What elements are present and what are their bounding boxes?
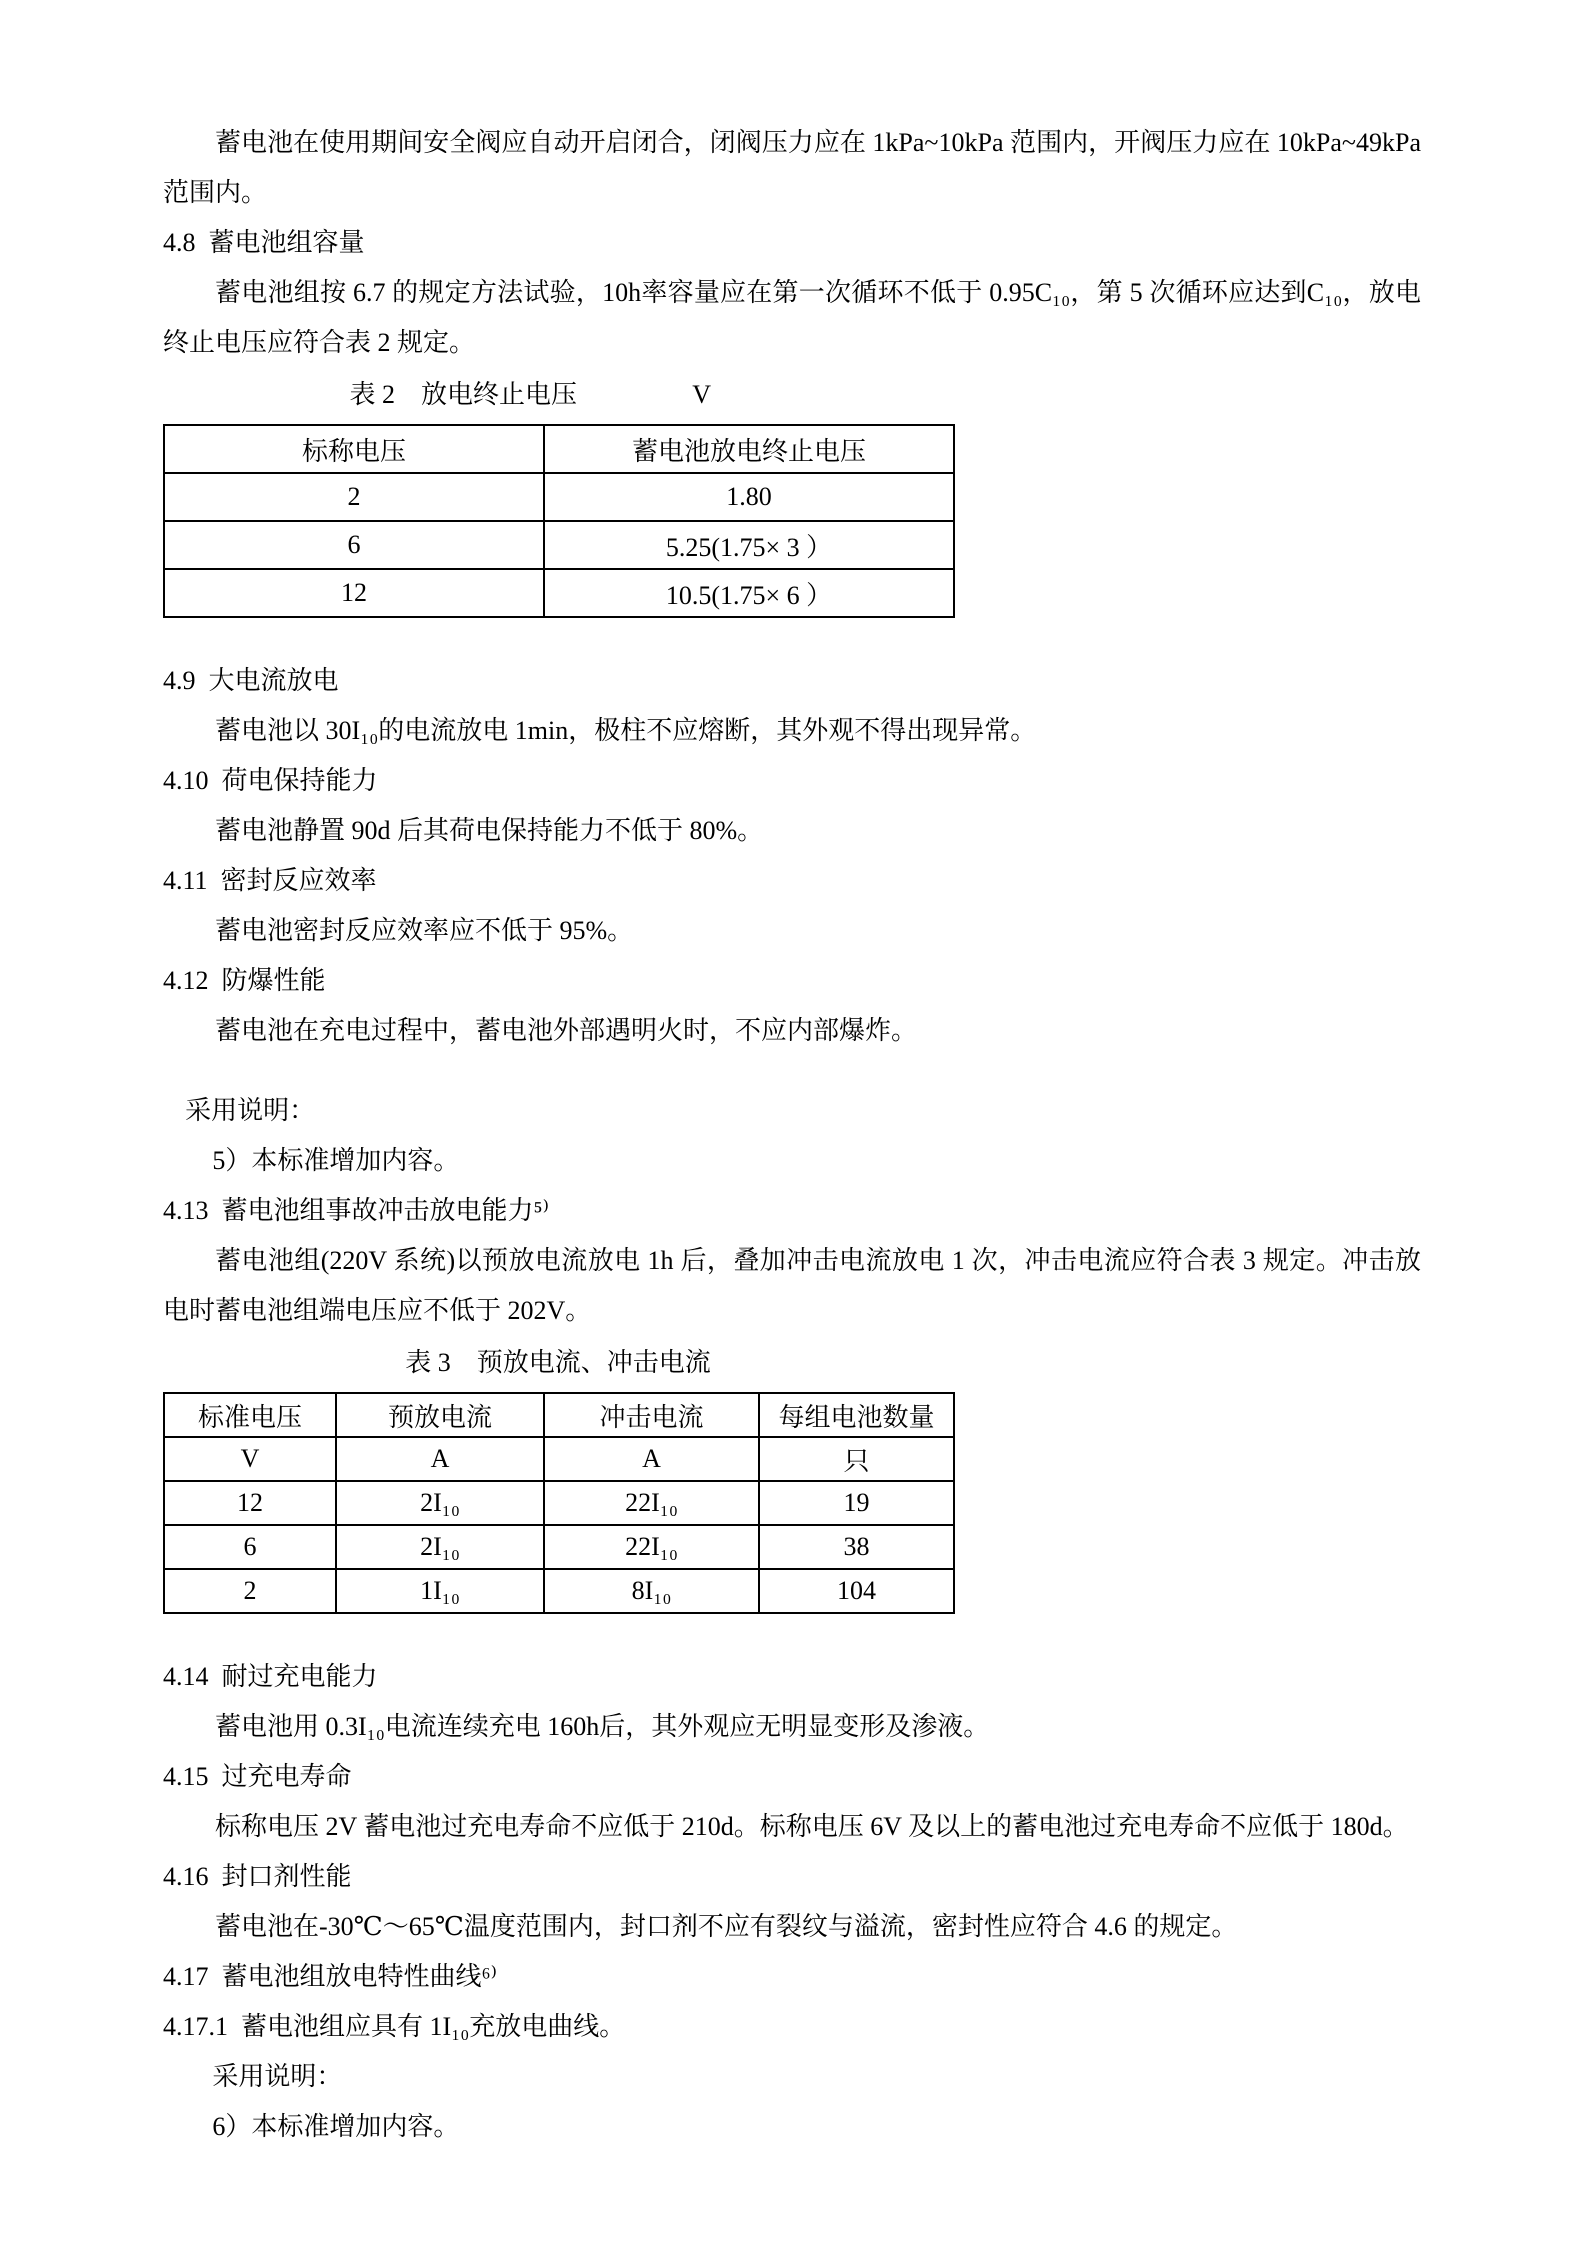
- table-cell: 6: [164, 1525, 336, 1569]
- table-caption: [163, 1338, 953, 1388]
- table-3: [163, 1392, 955, 1614]
- adoption-note-line: 6）本标准增加内容。: [212, 2112, 460, 2141]
- table-header-cell: V: [164, 1437, 336, 1481]
- table-cell: 8I₁₀: [544, 1569, 759, 1613]
- section-heading: 4.14 耐过充电能力: [163, 1662, 378, 1691]
- table-cell: 19: [759, 1481, 954, 1525]
- table-row: [164, 473, 954, 521]
- vertical-spacer: [163, 1056, 1421, 1086]
- section-heading: 4.15 过充电寿命: [163, 1762, 352, 1791]
- table-cell: 12: [164, 569, 544, 617]
- section-heading: 4.17.1 蓄电池组应具有 1I₁₀充放电曲线。: [163, 2012, 626, 2041]
- table-header-cell: 预放电流: [336, 1393, 544, 1437]
- table-cell: 22I₁₀: [544, 1481, 759, 1525]
- paragraph: 蓄电池组按 6.7 的规定方法试验，10h率容量应在第一次循环不低于 0.95C₁₀，第 5 次循环应达到C₁₀，放电终止电压应符合表 2 规定。: [163, 278, 1421, 357]
- table-cell: 6: [164, 521, 544, 569]
- vertical-spacer: [163, 628, 1421, 656]
- table-header-row: [164, 1393, 954, 1437]
- table-cell: 2: [164, 1569, 336, 1613]
- table-cell: 5.25(1.75× 3 ）: [544, 521, 954, 569]
- section-heading: 4.10 荷电保持能力: [163, 766, 378, 795]
- table-header-cell: 只: [759, 1437, 954, 1481]
- paragraph: 标称电压 2V 蓄电池过充电寿命不应低于 210d。标称电压 6V 及以上的蓄电池过充电寿命不应低于 180d。: [215, 1812, 1409, 1841]
- document-content: [163, 118, 1428, 2152]
- table-header-cell: 每组电池数量: [759, 1393, 954, 1437]
- table-cell: 2I₁₀: [336, 1525, 544, 1569]
- section-heading: 4.11 密封反应效率: [163, 866, 377, 895]
- table-cell: 22I₁₀: [544, 1525, 759, 1569]
- paragraph: 蓄电池组(220V 系统)以预放电流放电 1h 后，叠加冲击电流放电 1 次，冲击电流应符合表 3 规定。冲击放电时蓄电池组端电压应不低于 202V。: [163, 1246, 1421, 1325]
- table-caption-text: 表 3 预放电流、冲击电流: [405, 1348, 711, 1377]
- table-header-cell: 蓄电池放电终止电压: [544, 425, 954, 473]
- table-2: [163, 424, 955, 618]
- paragraph: 蓄电池用 0.3I₁₀电流连续充电 160h后，其外观应无明显变形及渗液。: [215, 1712, 990, 1741]
- table-row: [164, 1569, 954, 1613]
- paragraph: 蓄电池在使用期间安全阀应自动开启闭合，闭阀压力应在 1kPa~10kPa 范围内，开阀压力应在 10kPa~49kPa 范围内。: [163, 128, 1428, 207]
- paragraph: 蓄电池在充电过程中，蓄电池外部遇明火时，不应内部爆炸。: [215, 1016, 918, 1045]
- section-heading: 4.13 蓄电池组事故冲击放电能力⁵⁾: [163, 1196, 549, 1225]
- table-header-row: [164, 425, 954, 473]
- table-header-cell: A: [336, 1437, 544, 1481]
- table-header-cell: 标称电压: [164, 425, 544, 473]
- section-heading: 4.16 封口剂性能: [163, 1862, 352, 1891]
- table-header-cell: A: [544, 1437, 759, 1481]
- table-cell: 2I₁₀: [336, 1481, 544, 1525]
- table-row: [164, 1525, 954, 1569]
- table-cell: 1I₁₀: [336, 1569, 544, 1613]
- table-row: [164, 1481, 954, 1525]
- table-cell: 104: [759, 1569, 954, 1613]
- section-heading: 4.12 防爆性能: [163, 966, 326, 995]
- table-caption-text: 表 2 放电终止电压: [349, 380, 577, 409]
- table-header-row: [164, 1437, 954, 1481]
- section-heading: 4.8 蓄电池组容量: [163, 228, 365, 257]
- table-row: [164, 521, 954, 569]
- paragraph: 蓄电池以 30I₁₀的电流放电 1min，极柱不应熔断，其外观不得出现异常。: [215, 716, 1037, 745]
- paragraph: 蓄电池在-30℃～65℃温度范围内，封口剂不应有裂纹与溢流，密封性应符合 4.6 的规定。: [215, 1912, 1238, 1941]
- table-cell: 10.5(1.75× 6 ）: [544, 569, 954, 617]
- table-header-cell: 标准电压: [164, 1393, 336, 1437]
- table-cell: 1.80: [544, 473, 954, 521]
- table-cell: 12: [164, 1481, 336, 1525]
- table-row: [164, 569, 954, 617]
- table-cell: 2: [164, 473, 544, 521]
- table-header-cell: 冲击电流: [544, 1393, 759, 1437]
- table-cell: 38: [759, 1525, 954, 1569]
- section-heading: 4.17 蓄电池组放电特性曲线⁶⁾: [163, 1962, 497, 1991]
- table-caption: [163, 370, 953, 420]
- vertical-spacer: [163, 1624, 1421, 1652]
- adoption-note-line: 采用说明：: [185, 1096, 316, 1125]
- paragraph: 蓄电池静置 90d 后其荷电保持能力不低于 80%。: [215, 816, 764, 845]
- adoption-note-line: 采用说明：: [212, 2062, 343, 2091]
- table-unit-label: V: [692, 380, 712, 409]
- section-heading: 4.9 大电流放电: [163, 666, 339, 695]
- adoption-note-line: 5）本标准增加内容。: [212, 1146, 460, 1175]
- paragraph: 蓄电池密封反应效率应不低于 95%。: [215, 916, 634, 945]
